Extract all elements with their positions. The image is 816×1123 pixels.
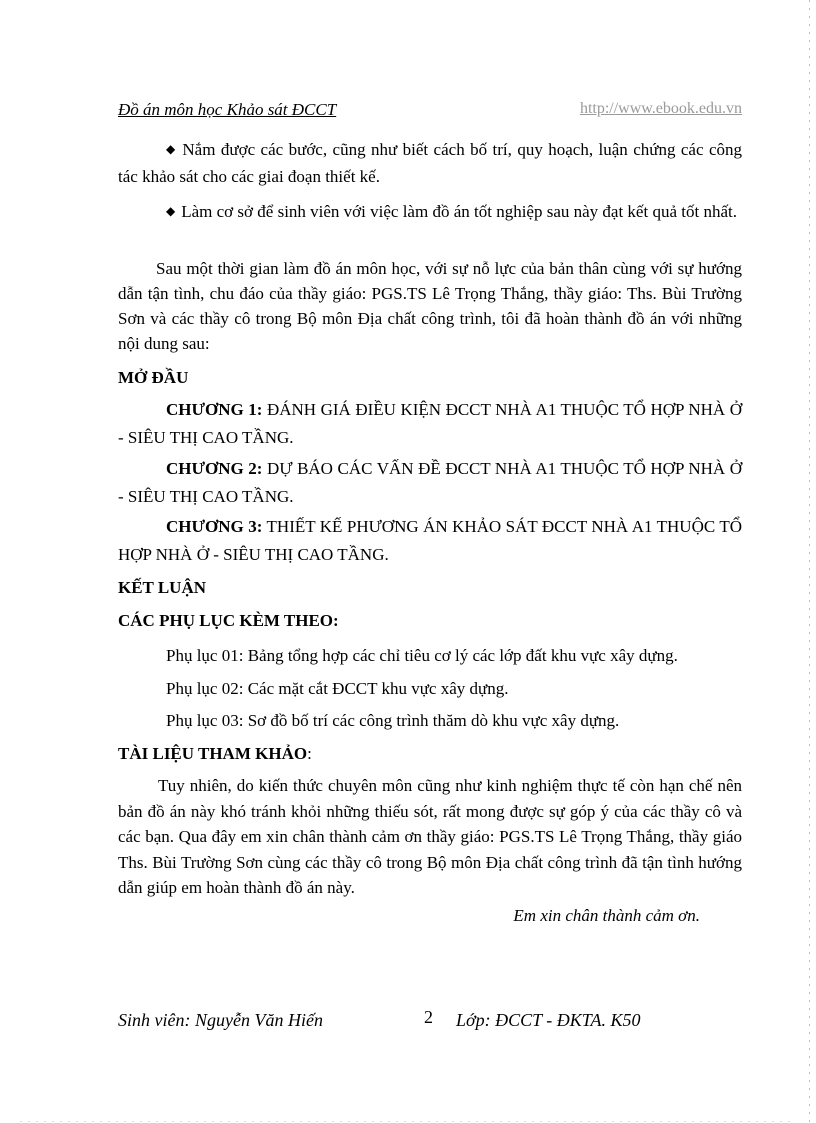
tai-lieu-colon: : (307, 744, 312, 763)
diamond-bullet-icon: ◆ (166, 204, 176, 218)
header-title: Đồ án môn học Khảo sát ĐCCT (118, 100, 337, 119)
bullet-paragraph-1 (118, 137, 742, 189)
heading-ket-luan: KẾT LUẬN (118, 578, 207, 597)
heading-mo-dau: MỞ ĐẦU (118, 368, 189, 387)
chapter-label: CHƯƠNG 3: (166, 517, 263, 536)
signature-line: Em xin chân thành cảm ơn. (513, 906, 700, 925)
heading-phu-luc: CÁC PHỤ LỤC KÈM THEO: (118, 611, 339, 630)
bullet-text: Làm cơ sở để sinh viên với việc làm đồ án tốt nghiệp sau này đạt kết quả tốt nhất. (181, 202, 737, 221)
tai-lieu-label: TÀI LIỆU THAM KHẢO (118, 744, 308, 763)
header-url[interactable]: http://www.ebook.edu.vn (579, 100, 742, 117)
closing-paragraph: Tuy nhiên, do kiến thức chuyên môn cũng như kinh nghiệm thực tế còn hạn chế nên bản đồ án này khó tránh khỏi những thiếu sót, rất mong được sự góp ý của các thầy cô và các bạn. Qua đây em xin chân thành cảm ơn thầy giáo: PGS.TS Lê Trọng Thắng, thầy giáo Ths. Bùi Trường Sơn cùng các thầy cô trong Bộ môn Địa chất công trình đã tận tình hướng dẫn giúp em hoàn thành đồ án này. (118, 776, 742, 897)
appendix-item-3: Phụ lục 03: Sơ đồ bố trí các công trình thăm dò khu vực xây dựng. (166, 711, 620, 730)
page-bottom-marker (20, 1121, 796, 1122)
appendix-item-2: Phụ lục 02: Các mặt cắt ĐCCT khu vực xây dựng. (166, 679, 509, 698)
chapter-title: THIẾT KẾ PHƯƠNG ÁN KHẢO SÁT ĐCCT NHÀ A1 THUỘC TỔ HỢP NHÀ Ở - SIÊU THỊ CAO TẦNG. (118, 517, 743, 564)
chapter-2 (118, 455, 742, 511)
diamond-bullet-icon: ◆ (166, 142, 177, 156)
bullet-paragraph-2 (118, 199, 742, 226)
chapter-title: DỰ BÁO CÁC VẤN ĐỀ ĐCCT NHÀ A1 THUỘC TỔ HỢP NHÀ Ở - SIÊU THỊ CAO TẦNG. (118, 459, 743, 506)
chapter-3 (118, 513, 742, 569)
heading-tai-lieu (118, 741, 742, 766)
page-header (118, 100, 742, 124)
appendix-item-1: Phụ lục 01: Bảng tổng hợp các chỉ tiêu cơ lý các lớp đất khu vực xây dựng. (166, 646, 678, 665)
footer-class: Lớp: ĐCCT - ĐKTA. K50 (456, 1010, 641, 1030)
intro-paragraph: Sau một thời gian làm đồ án môn học, với sự nỗ lực của bản thân cùng với sự hướng dẫn tận tình, chu đáo của thầy giáo: PGS.TS Lê Trọng Thắng, thầy giáo: Ths. Bùi Trường Sơn và các thầy cô trong Bộ môn Địa chất công trình, tôi đã hoàn thành đồ án với những nội dung sau: (118, 259, 742, 353)
chapter-label: CHƯƠNG 2: (166, 459, 263, 478)
chapter-title: ĐÁNH GIÁ ĐIỀU KIỆN ĐCCT NHÀ A1 THUỘC TỔ HỢP NHÀ Ở - SIÊU THỊ CAO TẦNG. (118, 400, 743, 447)
chapter-label: CHƯƠNG 1: (166, 400, 263, 419)
footer-page-number: 2 (424, 1007, 433, 1027)
chapter-1 (118, 396, 742, 452)
footer-student: Sinh viên: Nguyễn Văn Hiến (118, 1010, 323, 1030)
bullet-text: Nắm được các bước, cũng như biết cách bố trí, quy hoạch, luận chứng các công tác khảo sát cho các giai đoạn thiết kế. (118, 140, 742, 186)
page-edge-marker (809, 0, 810, 1123)
